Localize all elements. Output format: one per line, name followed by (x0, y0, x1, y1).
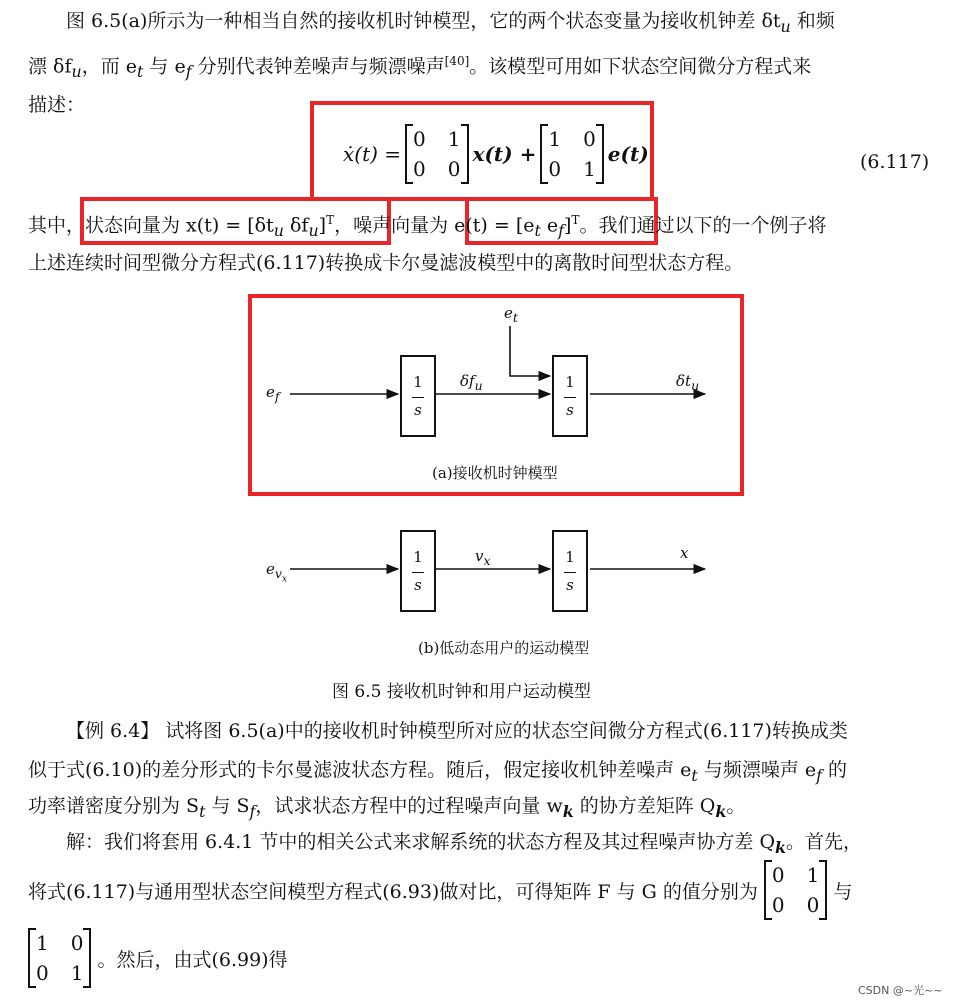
example-line-1: 【例 6.4】 试将图 6.5(a)中的接收机时钟模型所对应的状态空间微分方程式(6.117)转换成类 (66, 720, 848, 742)
fig-a-input-label: $e_f$ (266, 383, 280, 404)
watermark: CSDN @~光~~ (858, 984, 943, 997)
example-line-2: 似于式(6.10)的差分形式的卡尔曼滤波状态方程。随后，假定接收机钟差噪声 $e_t$ 与频漂噪声 $e_f$ 的 (28, 759, 848, 785)
fig-b-caption: (b)低动态用户的运动模型 (418, 639, 590, 657)
fig-a-top-input-label: $e_t$ (504, 304, 518, 325)
fig-b-integrator-2: 1 s (552, 530, 588, 612)
fig-b-mid-label: $v_x$ (475, 547, 491, 568)
solution-line-1: 解：我们将套用 6.4.1 节中的相关公式来求解系统的状态方程及其过程噪声协方差 $Q_k$。首先， (66, 831, 863, 857)
equation-rhs: e(t) (607, 142, 649, 166)
state-line-1: 其中，状态向量为 $x(t) = [\delta t_u$ $\delta f_u]^T$，噪声向量为 $e(t) = [e_t$ $e_f]^T$。我们通过以下的一个例子将 (28, 213, 827, 241)
fig-a-top-input-arrow (510, 326, 550, 376)
figure-caption: 图 6.5 接收机时钟和用户运动模型 (332, 682, 591, 702)
fig-b-input-label: $e_{v_x}$ (266, 560, 288, 585)
solution-line-2: 将式(6.117)与通用型状态空间模型方程式(6.93)做对比，可得矩阵 F 与 G 的值分别为 0 1 0 0 与 (28, 860, 852, 920)
fig-b-integrator-1: 1 s (400, 530, 436, 612)
fig-b-output-label: x (680, 544, 689, 562)
solution-line-3: 1 0 0 1 。然后，由式(6.99)得 (28, 928, 288, 988)
fig-a-mid-label: $\delta f_u$ (460, 372, 483, 393)
fig-a-caption: (a)接收机时钟模型 (432, 464, 558, 482)
equation-mid: x(t) + (472, 142, 537, 166)
matrix-f: 0 1 0 0 (764, 860, 827, 920)
state-line-2: 上述连续时间型微分方程式(6.117)转换成卡尔曼滤波模型中的离散时间型状态方程。 (28, 252, 744, 274)
equation-lhs: ẋ(t) = (343, 142, 402, 166)
example-line-3: 功率谱密度分别为 $S_t$ 与 $S_f$，试求状态方程中的过程噪声向量 $w_k$ 的协方差矩阵 $Q_k$。 (28, 795, 746, 821)
fig-a-integrator-2: 1 s (552, 355, 588, 437)
matrix-a: 0 1 0 0 (405, 124, 468, 184)
matrix-b: 1 0 0 1 (540, 124, 603, 184)
intro-line-3: 描述： (28, 94, 86, 116)
intro-line-2: 漂 $\delta f_u$，而 $e_t$ 与 $e_f$ 分别代表钟差噪声与频漂噪声[40]。该模型可用如下状态空间微分方程式来 (28, 54, 812, 82)
matrix-g: 1 0 0 1 (28, 928, 91, 988)
fig-a-integrator-1: 1 s (400, 355, 436, 437)
intro-line-1: 图 6.5(a)所示为一种相当自然的接收机时钟模型，它的两个状态变量为接收机钟差 $\delta t_u$ 和频 (66, 10, 835, 36)
fig-a-output-label: $\delta t_u$ (676, 372, 700, 393)
equation-number: (6.117) (860, 151, 930, 173)
